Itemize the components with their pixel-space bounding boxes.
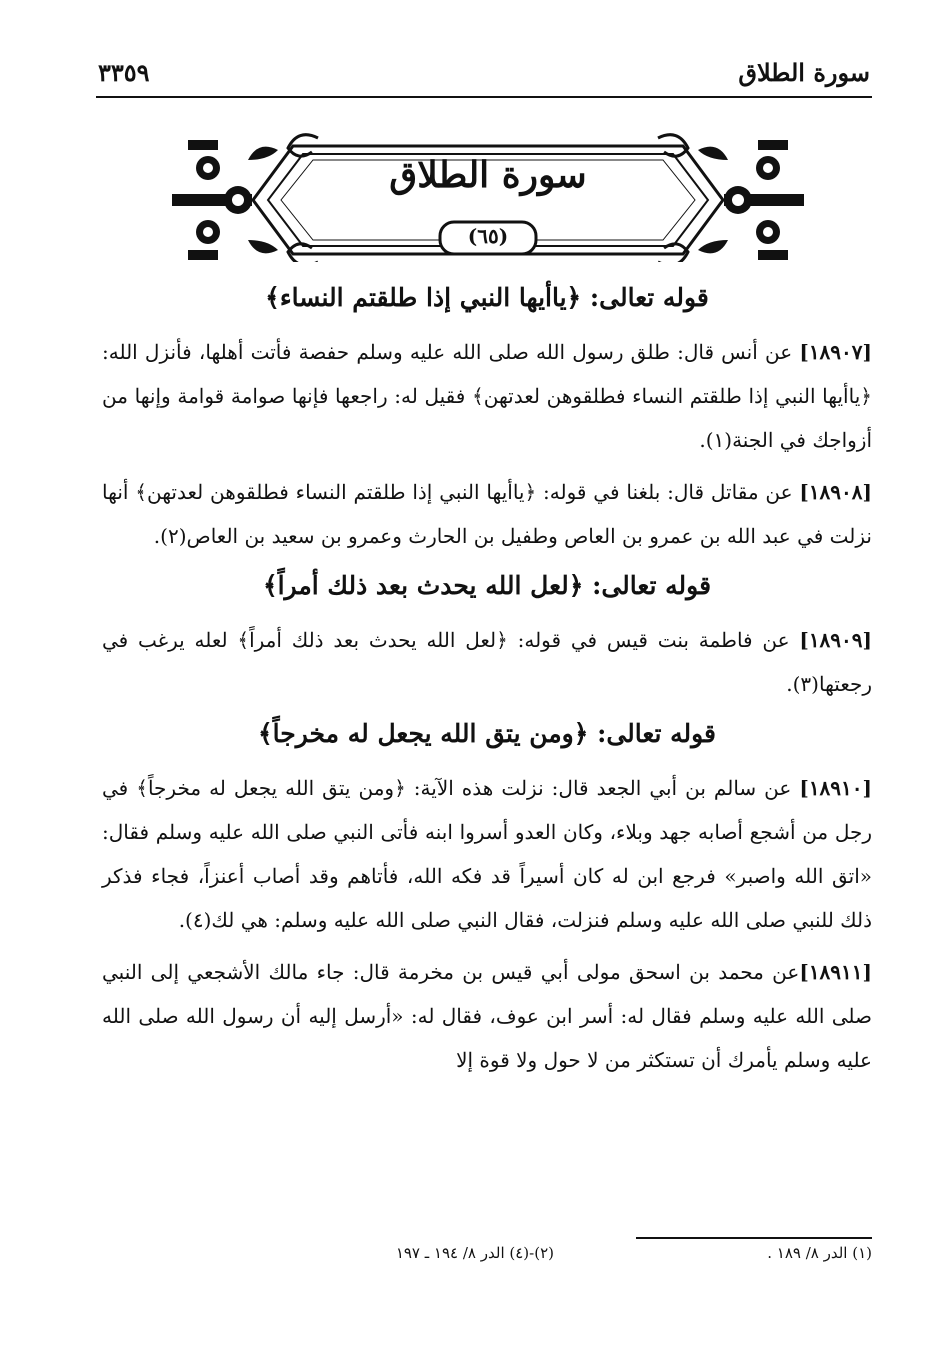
hadith-paragraph xyxy=(102,618,872,706)
section-heading: قوله تعالى: ﴿لعل الله يحدث بعد ذلك أمراً﴾ xyxy=(262,571,712,600)
page-number: ٣٣٥٩ xyxy=(98,58,150,87)
main-text xyxy=(102,270,872,1090)
hadith-text: عن مقاتل قال: بلغنا في قوله: ﴿ياأيها النبي إذا طلقتم النساء فطلقوهن لعدتهن﴾ أنها نزلت في عبد الله بن عمرو بن العاص وطفيل بن الحارث وعمرو بن سعيد بن العاص(٢). xyxy=(102,480,872,548)
running-header xyxy=(98,54,870,94)
hadith-text: عن فاطمة بنت قيس في قوله: ﴿لعل الله يحدث بعد ذلك أمراً﴾ لعله يرغب في رجعتها(٣). xyxy=(102,628,872,696)
hadith-text: عن أنس قال: طلق رسول الله صلى الله عليه وسلم حفصة فأتت أهلها، فأنزل الله: ﴿ياأيها النبي إذا طلقتم النساء فطلقوهن لعدتهن﴾ فقيل له: راجعها فإنها صوامة قوامة وإنها من أزواجك في الجنة(١). xyxy=(102,340,872,452)
footnotes xyxy=(240,1244,872,1274)
hadith-paragraph xyxy=(102,470,872,558)
hadith-number: [١٨٩٠٩] xyxy=(799,628,872,652)
footnote-2: (٢)-(٤) الدر ٨/ ١٩٤ ـ ١٩٧ xyxy=(395,1244,554,1262)
hadith-paragraph xyxy=(102,766,872,942)
hadith-text: عن محمد بن اسحق مولى أبي قيس بن مخرمة قال: جاء مالك الأشجعي إلى النبي صلى الله عليه وسلم فقال له: أسر ابن عوف، فقال له: «أرسل إليه أن رسول الله صلى الله عليه وسلم يأمرك أن تستكثر من لا حول ولا قوة إلا xyxy=(102,960,872,1072)
surah-number: (٦٥) xyxy=(467,224,509,248)
running-header-surah: سورة الطلاق xyxy=(738,58,870,87)
surah-banner-title: سورة الطلاق xyxy=(389,154,587,196)
hadith-text: عن سالم بن أبي الجعد قال: نزلت هذه الآية: ﴿ومن يتق الله يجعل له مخرجاً﴾ في رجل من أشجع أصابه جهد وبلاء، وكان العدو أسروا ابنه فأتى النبي صلى الله عليه وسلم فقال: «اتق الله واصبر» فرجع ابن له كان أسيراً قد فكه الله، فأتاهم وقد أصاب أعنزاً، فجاء فذكر ذلك للنبي صلى الله عليه وسلم فنزلت، فقال النبي صلى الله عليه وسلم: هي لك(٤). xyxy=(102,776,872,932)
footnote-1: (١) الدر ٨/ ١٨٩ . xyxy=(767,1244,872,1262)
section-heading: قوله تعالى: ﴿ياأيها النبي إذا طلقتم النساء﴾ xyxy=(265,283,709,312)
hadith-number: [١٨٩١١] xyxy=(799,960,872,984)
hadith-paragraph xyxy=(102,330,872,462)
section-heading: قوله تعالى: ﴿ومن يتق الله يجعل له مخرجاً﴾ xyxy=(257,719,717,748)
hadith-number: [١٨٩١٠] xyxy=(799,776,872,800)
hadith-paragraph xyxy=(102,950,872,1082)
hadith-number: [١٨٩٠٧] xyxy=(799,340,872,364)
surah-banner xyxy=(168,120,808,262)
header-rule xyxy=(96,96,872,98)
hadith-number: [١٨٩٠٨] xyxy=(799,480,872,504)
footnote-rule xyxy=(636,1237,872,1239)
